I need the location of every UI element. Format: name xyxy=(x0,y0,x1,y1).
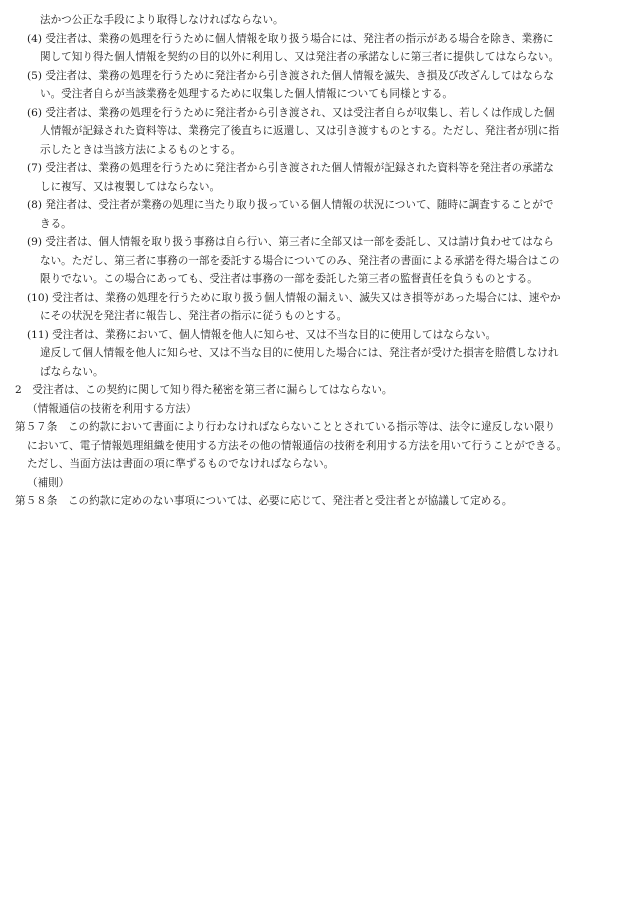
section-heading: （補則） xyxy=(27,477,70,489)
text-line: (9) 受注者は、個人情報を取り扱う事務は自ら行い、第三者に全部又は一部を委託し、又は請け負わせてはなら xyxy=(27,236,554,248)
text-line: (11) 受注者は、業務において、個人情報を他人に知らせ、又は不当な目的に使用してはならない。 xyxy=(27,329,497,341)
text-line: 人情報が記録された資料等は、業務完了後直ちに返還し、又は引き渡すものとする。ただし、発注者が別に指 xyxy=(40,125,560,137)
text-line: 違反して個人情報を他人に知らせ、又は不当な目的に使用した場合には、発注者が受けた損害を賠償しなけれ xyxy=(40,347,559,359)
text-line: しに複写、又は複製してはならない。 xyxy=(40,181,221,193)
text-line: きる。 xyxy=(40,218,72,230)
text-line: (8) 発注者は、受注者が業務の処理に当たり取り扱っている個人情報の状況について、随時に調査することがで xyxy=(27,199,554,211)
text-line: (10) 受注者は、業務の処理を行うために取り扱う個人情報の漏えい、滅失又はき損等があった場合には、速やか xyxy=(27,292,561,304)
text-line: ばならない。 xyxy=(40,366,104,378)
text-line: (4) 受注者は、業務の処理を行うために個人情報を取り扱う場合には、発注者の指示がある場合を除き、業務に xyxy=(27,33,554,45)
section-heading: （情報通信の技術を利用する方法） xyxy=(27,403,197,415)
text-line: (6) 受注者は、業務の処理を行うために発注者から引き渡され、又は受注者自らが収集し、若しくは作成した個 xyxy=(27,107,555,119)
text-line: (5) 受注者は、業務の処理を行うために発注者から引き渡された個人情報を滅失、き損及び改ざんしてはならな xyxy=(27,70,554,82)
text-line: ない。ただし、第三者に事務の一部を委託する場合についてのみ、発注者の書面による承諾を得た場合はこの xyxy=(40,255,560,267)
text-line: 示したときは当該方法によるものとする。 xyxy=(40,144,242,156)
text-line: 2 受注者は、この契約に関して知り得た秘密を第三者に漏らしてはならない。 xyxy=(15,384,393,396)
text-line: にその状況を発注者に報告し、発注者の指示に従うものとする。 xyxy=(40,310,348,322)
text-line: 限りでない。この場合にあっても、受注者は事務の一部を委託した第三者の監督責任を負うものとする。 xyxy=(40,273,538,285)
text-line: において、電子情報処理組織を使用する方法その他の情報通信の技術を利用する方法を用いて行うことができる。 xyxy=(27,440,568,452)
text-line: 法かつ公正な手段により取得しなければならない。 xyxy=(40,14,284,26)
text-line: (7) 受注者は、業務の処理を行うために発注者から引き渡された個人情報が記録された資料等を発注者の承諾な xyxy=(27,162,554,174)
text-line: 第５７条 この約款において書面により行わなければならないこととされている指示等は、法令に違反しない限り xyxy=(15,421,556,433)
text-line: 第５８条 この約款に定めのない事項については、必要に応じて、発注者と受注者とが協議して定める。 xyxy=(15,495,513,507)
text-line: い。受注者自らが当該業務を処理するために収集した個人情報についても同様とする。 xyxy=(40,88,453,100)
text-line: 関して知り得た個人情報を契約の目的以外に利用し、又は発注者の承諾なしに第三者に提供してはならない。 xyxy=(40,51,560,63)
text-line: ただし、当面方法は書面の項に準ずるものでなければならない。 xyxy=(27,458,335,470)
